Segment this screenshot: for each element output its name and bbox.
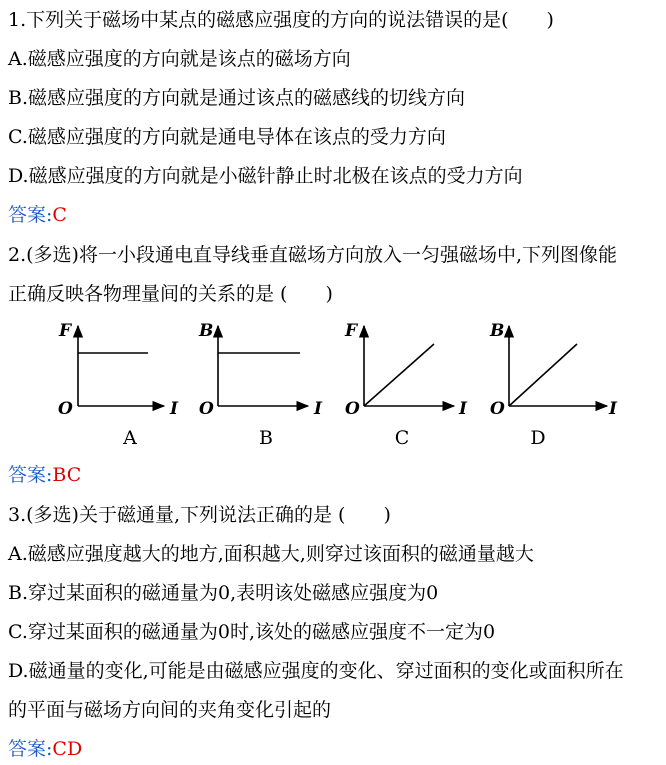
y-axis-label: F <box>345 321 358 341</box>
q3-answer <box>8 737 82 761</box>
answer-label: 答案: <box>8 738 53 760</box>
q3-option-d: D.磁通量的变化,可能是由磁感应强度的变化、穿过面积的变化或面积所在 <box>8 660 624 682</box>
q3-stem: 3.(多选)关于磁通量,下列说法正确的是 ( ) <box>8 504 391 526</box>
graph-c-caption: C <box>394 427 410 449</box>
answer-value: BC <box>52 464 82 486</box>
q3-option-b: B.穿过某面积的磁通量为0,表明该处磁感应强度为0 <box>8 582 439 604</box>
answer-value: C <box>52 204 67 226</box>
y-axis-label: B <box>199 321 214 341</box>
graph-d <box>487 318 627 450</box>
q1-option-b: B.磁感应强度的方向就是通过该点的磁感线的切线方向 <box>8 87 466 109</box>
graph-line <box>364 344 434 406</box>
y-axis-label: B <box>490 321 505 341</box>
origin-label: O <box>58 399 73 419</box>
q3-option-a: A.磁感应强度越大的地方,面积越大,则穿过该面积的磁通量越大 <box>8 543 534 565</box>
q1-option-c: C.磁感应强度的方向就是通电导体在该点的受力方向 <box>8 126 446 148</box>
x-axis-label: I <box>170 399 178 419</box>
q2-answer <box>8 463 81 487</box>
graph-a-caption: A <box>123 427 137 449</box>
x-axis-label: I <box>314 399 322 419</box>
origin-label: O <box>345 399 360 419</box>
origin-label: O <box>199 399 214 419</box>
graph-line <box>509 344 577 406</box>
x-axis-label: I <box>459 399 467 419</box>
q2-stem-line2: 正确反映各物理量间的关系的是 ( ) <box>8 283 333 305</box>
graph-b-caption: B <box>259 427 273 449</box>
origin-label: O <box>490 399 505 419</box>
answer-label: 答案: <box>8 204 53 226</box>
q1-option-a: A.磁感应强度的方向就是该点的磁场方向 <box>8 48 351 70</box>
y-axis-label: F <box>59 321 72 341</box>
graph-d-caption: D <box>530 427 546 449</box>
q3-option-c: C.穿过某面积的磁通量为0时,该处的磁感应强度不一定为0 <box>8 621 496 643</box>
answer-label: 答案: <box>8 464 53 486</box>
q1-stem: 1.下列关于磁场中某点的磁感应强度的方向的说法错误的是( ) <box>8 9 554 31</box>
q3-option-d-continued: 的平面与磁场方向间的夹角变化引起的 <box>8 699 332 721</box>
answer-value: CD <box>52 738 83 760</box>
q1-answer <box>8 203 67 227</box>
q1-option-d: D.磁感应强度的方向就是小磁针静止时北极在该点的受力方向 <box>8 165 523 187</box>
q2-stem-line1: 2.(多选)将一小段通电直导线垂直磁场方向放入一匀强磁场中,下列图像能 <box>8 244 617 266</box>
x-axis-label: I <box>609 399 617 419</box>
